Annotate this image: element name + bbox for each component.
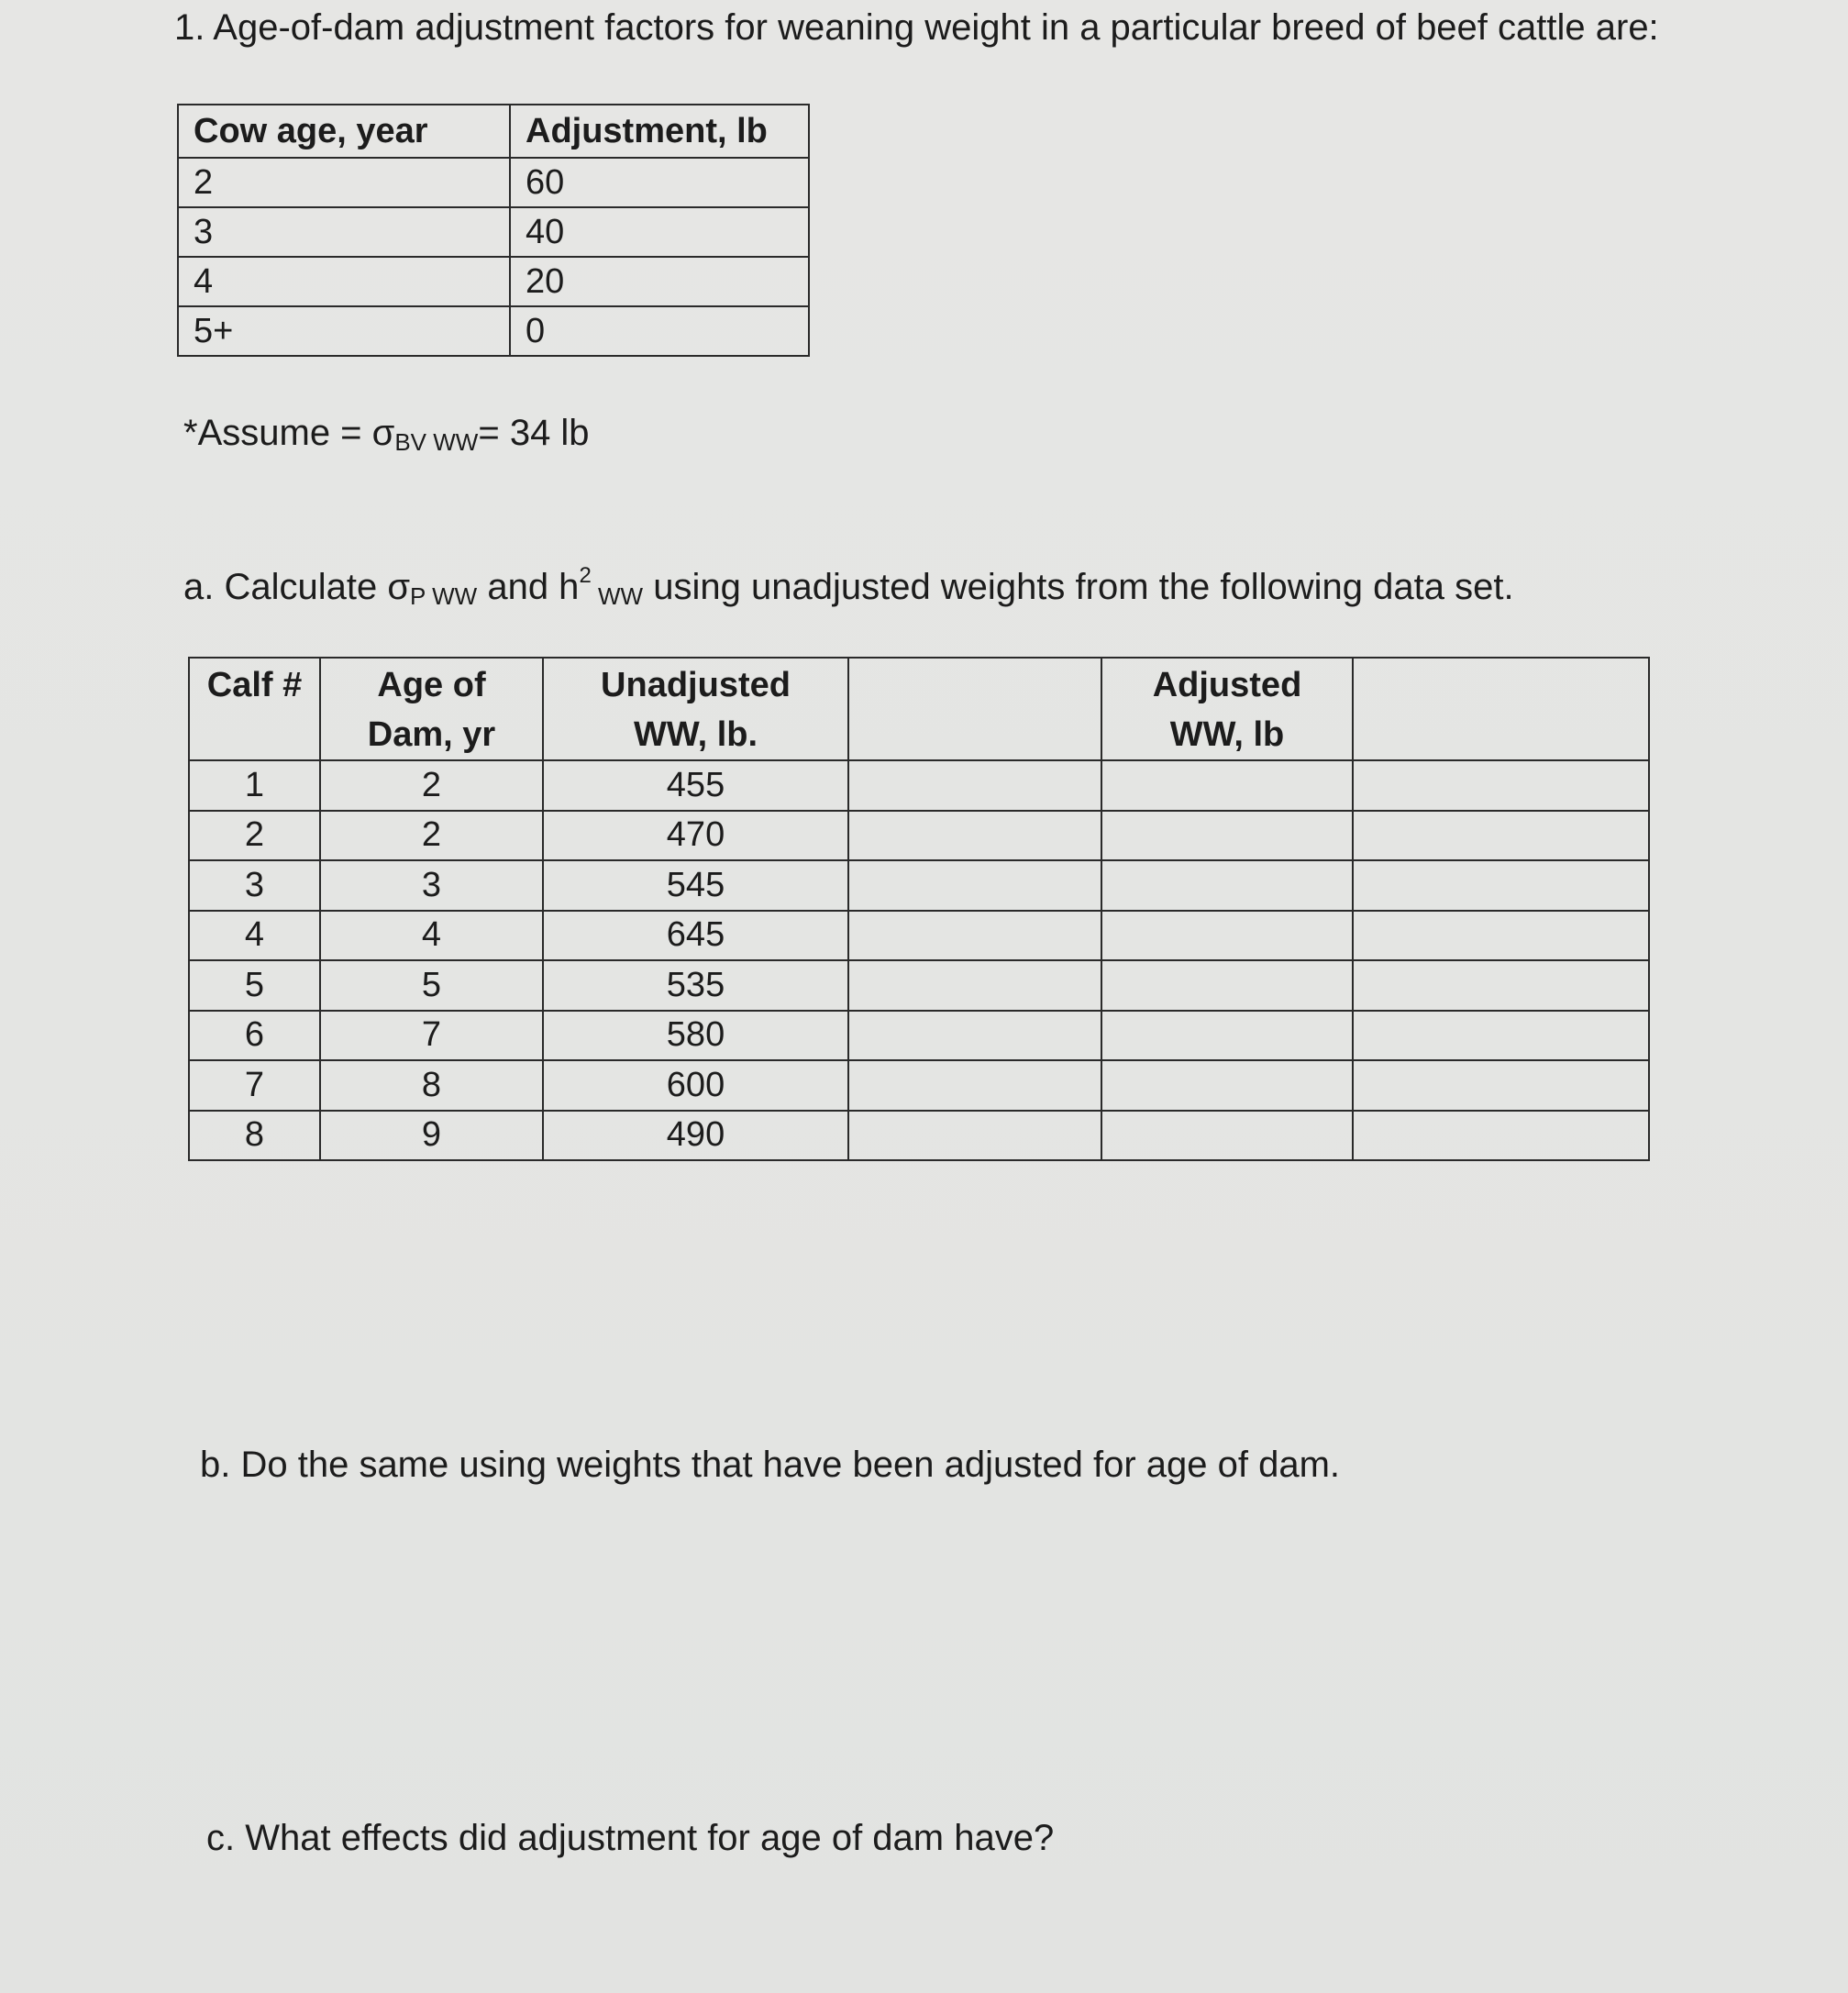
adjusted-ww-cell bbox=[1101, 860, 1353, 911]
dam-age-cell: 2 bbox=[320, 760, 543, 811]
cow-age-cell: 4 bbox=[178, 257, 510, 306]
dam-age-cell: 3 bbox=[320, 860, 543, 911]
part-c-question: c. What effects did adjustment for age of dam have? bbox=[206, 1818, 1055, 1858]
blank-cell bbox=[1353, 1011, 1649, 1061]
blank-cell bbox=[1353, 1060, 1649, 1111]
blank-cell bbox=[848, 1011, 1101, 1061]
table-row bbox=[178, 158, 809, 207]
table-header-row bbox=[189, 658, 1649, 760]
dam-age-cell: 9 bbox=[320, 1111, 543, 1161]
calf-data-table bbox=[188, 657, 1650, 1161]
header-unadjusted-ww bbox=[543, 658, 848, 760]
unadjusted-ww-cell: 455 bbox=[543, 760, 848, 811]
sigma-symbol: σ bbox=[387, 567, 411, 607]
header-adjusted-ww bbox=[1101, 658, 1353, 760]
h2-subscript: WW bbox=[591, 582, 644, 610]
part-a-text3: using unadjusted weights from the following data set. bbox=[643, 567, 1514, 607]
part-a-text2: and h bbox=[477, 567, 580, 607]
unadjusted-ww-cell: 490 bbox=[543, 1111, 848, 1161]
blank-cell bbox=[848, 960, 1101, 1011]
calf-number-cell: 8 bbox=[189, 1111, 320, 1161]
dam-age-cell: 7 bbox=[320, 1011, 543, 1061]
part-a-question bbox=[183, 563, 1514, 611]
header-cow-age: Cow age, year bbox=[178, 105, 510, 158]
header-blank-1 bbox=[848, 658, 1101, 760]
cow-age-cell: 2 bbox=[178, 158, 510, 207]
blank-cell bbox=[848, 911, 1101, 961]
blank-cell bbox=[1353, 760, 1649, 811]
blank-cell bbox=[848, 760, 1101, 811]
header-dam-age bbox=[320, 658, 543, 760]
adjustment-cell: 60 bbox=[510, 158, 809, 207]
unadjusted-ww-cell: 580 bbox=[543, 1011, 848, 1061]
table-row bbox=[189, 911, 1649, 961]
blank-cell bbox=[848, 1060, 1101, 1111]
calf-number-cell: 5 bbox=[189, 960, 320, 1011]
table-row bbox=[189, 811, 1649, 861]
cow-age-cell: 5+ bbox=[178, 306, 510, 356]
header-dam-age-line2: Dam, yr bbox=[367, 715, 496, 754]
table-row bbox=[178, 306, 809, 356]
adjustment-cell: 0 bbox=[510, 306, 809, 356]
table-row bbox=[189, 860, 1649, 911]
dam-age-cell: 2 bbox=[320, 811, 543, 861]
unadjusted-ww-cell: 645 bbox=[543, 911, 848, 961]
header-adj-line2: WW, lb bbox=[1169, 715, 1285, 754]
adjustment-cell: 20 bbox=[510, 257, 809, 306]
superscript: 2 bbox=[579, 563, 592, 588]
dam-age-cell: 5 bbox=[320, 960, 543, 1011]
table-row bbox=[189, 1060, 1649, 1111]
blank-cell bbox=[1353, 960, 1649, 1011]
adjusted-ww-cell bbox=[1101, 811, 1353, 861]
assume-prefix: *Assume = bbox=[183, 413, 372, 453]
blank-cell bbox=[1353, 1111, 1649, 1161]
header-calf-number bbox=[189, 658, 320, 760]
table-row bbox=[189, 1011, 1649, 1061]
table-row bbox=[189, 760, 1649, 811]
table-row bbox=[189, 1111, 1649, 1161]
unadjusted-ww-cell: 545 bbox=[543, 860, 848, 911]
unadjusted-ww-cell: 470 bbox=[543, 811, 848, 861]
unadjusted-ww-cell: 535 bbox=[543, 960, 848, 1011]
table-header-row bbox=[178, 105, 809, 158]
calf-number-cell: 2 bbox=[189, 811, 320, 861]
table-row bbox=[178, 207, 809, 257]
adjusted-ww-cell bbox=[1101, 911, 1353, 961]
table-row bbox=[178, 257, 809, 306]
table-row bbox=[189, 960, 1649, 1011]
cow-age-cell: 3 bbox=[178, 207, 510, 257]
header-adjustment: Adjustment, lb bbox=[510, 105, 809, 158]
blank-cell bbox=[848, 1111, 1101, 1161]
adjustment-cell: 40 bbox=[510, 207, 809, 257]
adjusted-ww-cell bbox=[1101, 1060, 1353, 1111]
blank-cell bbox=[1353, 811, 1649, 861]
adjustment-factor-table bbox=[177, 104, 810, 357]
blank-cell bbox=[1353, 911, 1649, 961]
unadjusted-ww-cell: 600 bbox=[543, 1060, 848, 1111]
header-calf-label: Calf # bbox=[206, 666, 303, 704]
question-title: 1. Age-of-dam adjustment factors for weaning weight in a particular breed of beef cattle are: bbox=[174, 7, 1659, 48]
calf-number-cell: 6 bbox=[189, 1011, 320, 1061]
sigma-subscript: P WW bbox=[410, 582, 478, 610]
part-b-question: b. Do the same using weights that have been adjusted for age of dam. bbox=[200, 1445, 1341, 1485]
blank-cell bbox=[848, 860, 1101, 911]
header-unadj-line1: Unadjusted bbox=[601, 666, 791, 704]
assumption-note bbox=[183, 413, 590, 457]
adjusted-ww-cell bbox=[1101, 1011, 1353, 1061]
adjusted-ww-cell bbox=[1101, 760, 1353, 811]
header-unadj-line2: WW, lb. bbox=[633, 715, 758, 754]
header-blank-2 bbox=[1353, 658, 1649, 760]
part-a-text1: a. Calculate bbox=[183, 567, 388, 607]
header-adj-line1: Adjusted bbox=[1152, 666, 1302, 704]
sigma-subscript: BV WW bbox=[394, 428, 479, 456]
blank-cell bbox=[1353, 860, 1649, 911]
calf-number-cell: 1 bbox=[189, 760, 320, 811]
calf-number-cell: 7 bbox=[189, 1060, 320, 1111]
calf-number-cell: 4 bbox=[189, 911, 320, 961]
header-dam-age-line1: Age of bbox=[377, 666, 486, 704]
blank-cell bbox=[848, 811, 1101, 861]
sigma-symbol: σ bbox=[371, 413, 395, 453]
adjusted-ww-cell bbox=[1101, 1111, 1353, 1161]
dam-age-cell: 4 bbox=[320, 911, 543, 961]
assume-suffix: = 34 lb bbox=[478, 413, 590, 453]
calf-number-cell: 3 bbox=[189, 860, 320, 911]
dam-age-cell: 8 bbox=[320, 1060, 543, 1111]
adjusted-ww-cell bbox=[1101, 960, 1353, 1011]
